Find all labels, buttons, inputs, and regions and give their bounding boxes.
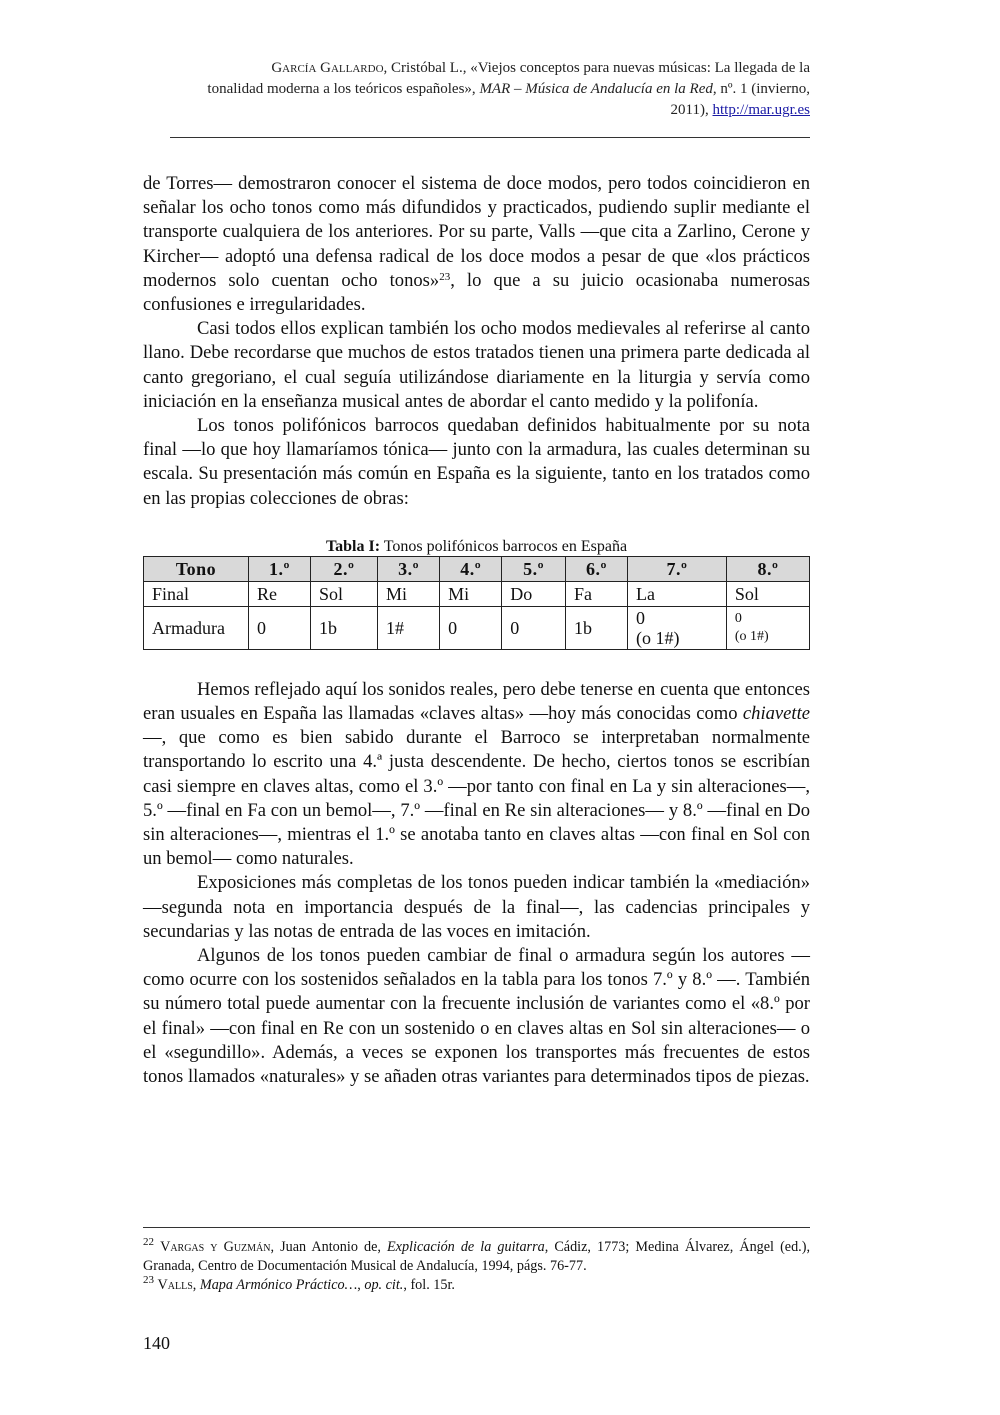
header-line-3: 2011), http://mar.ugr.es bbox=[670, 102, 810, 118]
table-cell: Re bbox=[249, 581, 311, 606]
table-header-cell: 2.º bbox=[311, 556, 378, 581]
table-cell: 1# bbox=[378, 606, 440, 649]
table-cell: Sol bbox=[726, 581, 809, 606]
header-line-1: García Gallardo, Cristóbal L., «Viejos conceptos para nuevas músicas: La llegada de la bbox=[271, 60, 810, 76]
table-row-final bbox=[144, 581, 810, 606]
table-row-armadura bbox=[144, 606, 810, 649]
table-header-cell: 4.º bbox=[440, 556, 502, 581]
footnote-ref-23[interactable]: 23 bbox=[439, 270, 451, 283]
header-author: García Gallardo bbox=[271, 60, 384, 76]
table-cell-armadura-7: 0 (o 1#) bbox=[628, 606, 727, 649]
table-header-cell: Tono bbox=[144, 556, 249, 581]
footnote-22: $^{22}$ Vargas y Guzmán, Juan Antonio de, Explicación de la guitarra, Cádiz, 1773; Medina Álvarez, Ángel (ed.), Granada, Centro de Documentación Musical de Andalucía, 1994, págs. 76-77. bbox=[143, 1236, 811, 1274]
main-text bbox=[143, 172, 810, 1089]
table-cell: La bbox=[628, 581, 727, 606]
table-header-cell: 1.º bbox=[249, 556, 311, 581]
table-cell: 0 bbox=[249, 606, 311, 649]
footnotes bbox=[143, 1238, 810, 1295]
table-cell: Final bbox=[144, 581, 249, 606]
table-cell: Mi bbox=[440, 581, 502, 606]
table-cell: 0 bbox=[440, 606, 502, 649]
footnote-23: $^{23}$ Valls, Mapa Armónico Práctico…, op. cit., fol. 15r. bbox=[143, 1274, 455, 1293]
table-cell: Do bbox=[502, 581, 566, 606]
paragraph-1: de Torres— demostraron conocer el sistema de doce modos, pero todos coincidieron en señalar los ocho tonos como más difundidos y practicados, pudiendo suplir mediante el transporte cualquiera de los anteriores. Por su parte, Valls —que cita a Zarlino, Cerone y Kircher— adoptó una defensa radical de los doce modos a pesar de que «los prácticos modernos solo cuentan ocho tonos»$^{23}$, lo que a su juicio ocasionaba numerosas confusiones e irregularidades. bbox=[143, 173, 810, 316]
journal-title: MAR – Música de Andalucía en la Red bbox=[479, 81, 713, 97]
table-header-cell: 6.º bbox=[566, 556, 628, 581]
paragraph-6: Algunos de los tonos pueden cambiar de final o armadura según los autores —como ocurre con los sostenidos señalados en la tabla para los tonos 7.º y 8.º —. También su número total puede aumentar con la frecuente inclusión de variantes como el «8.º por el final» —con final en Re con un sostenido o en claves altas en Sol sin alteraciones— o el «segundillo». Además, a veces se exponen los transportes más frecuentes de estos tonos llamados «naturales» y se añaden otras variantes para determinados tipos de piezas. bbox=[143, 945, 810, 1088]
table-cell: Sol bbox=[311, 581, 378, 606]
table-header-cell: 3.º bbox=[378, 556, 440, 581]
table-block bbox=[143, 539, 810, 650]
table-cell: Fa bbox=[566, 581, 628, 606]
paragraph-2: Casi todos ellos explican también los ocho modos medievales al referirse al canto llano. Debe recordarse que muchos de estos tratados tienen una primera parte dedicada al canto gregoriano, el cual seguía utilizándose diariamente en la liturgia y servía como iniciación en la enseñanza musical antes de abordar el canto medido y la polifonía. bbox=[143, 318, 810, 412]
table-cell: Armadura bbox=[144, 606, 249, 649]
paragraph-5: Exposiciones más completas de los tonos pueden indicar también la «mediación» —segunda nota en importancia después de la final—, las cadencias principales y secundarias y las notas de entrada de las voces en imitación. bbox=[143, 872, 810, 942]
paragraph-3: Los tonos polifónicos barrocos quedaban definidos habitualmente por su nota final —lo que hoy llamaríamos tónica— junto con la armadura, las cuales determinan su escala. Su presentación más común en España es la siguiente, tanto en los tratados como en las propias colecciones de obras: bbox=[143, 415, 810, 509]
table-header-row bbox=[144, 556, 810, 581]
table-cell-armadura-8: 0 (o 1#) bbox=[726, 606, 809, 649]
tonos-table bbox=[143, 556, 810, 650]
header-line-2: tonalidad moderna a los teóricos españoles», MAR – Música de Andalucía en la Red, nº. 1 (invierno, bbox=[207, 81, 810, 97]
table-cell: Mi bbox=[378, 581, 440, 606]
table-cell: 1b bbox=[566, 606, 628, 649]
table-cell: 1b bbox=[311, 606, 378, 649]
table-header-cell: 8.º bbox=[726, 556, 809, 581]
running-header bbox=[160, 58, 810, 121]
table-cell: 0 bbox=[502, 606, 566, 649]
table-header-cell: 5.º bbox=[502, 556, 566, 581]
paragraph-4: Hemos reflejado aquí los sonidos reales, pero debe tenerse en cuenta que entonces eran usuales en España las llamadas «claves altas» —hoy más conocidas como chiavette—, que como es bien sabido durante el Barroco se interpretaban normalmente transportando lo escrito una 4.ª justa descendente. De hecho, ciertos tonos se escribían casi siempre en claves altas, como el 3.º —por tanto con final en La y sin alteraciones—, 5.º —final en Fa con un bemol—, 7.º —final en Re sin alteraciones— y 8.º —final en Do sin alteraciones—, mientras el 1.º se anotaba tanto en claves altas —con final en Sol con un bemol— como naturales. bbox=[143, 678, 810, 870]
page-number: 140 bbox=[143, 1333, 170, 1353]
table-caption: Tabla I: Tonos polifónicos barrocos en España bbox=[325, 537, 628, 555]
footnote-divider bbox=[143, 1227, 810, 1228]
table-header-cell: 7.º bbox=[628, 556, 727, 581]
journal-url-link[interactable]: http://mar.ugr.es bbox=[712, 102, 810, 118]
header-divider bbox=[170, 137, 810, 138]
